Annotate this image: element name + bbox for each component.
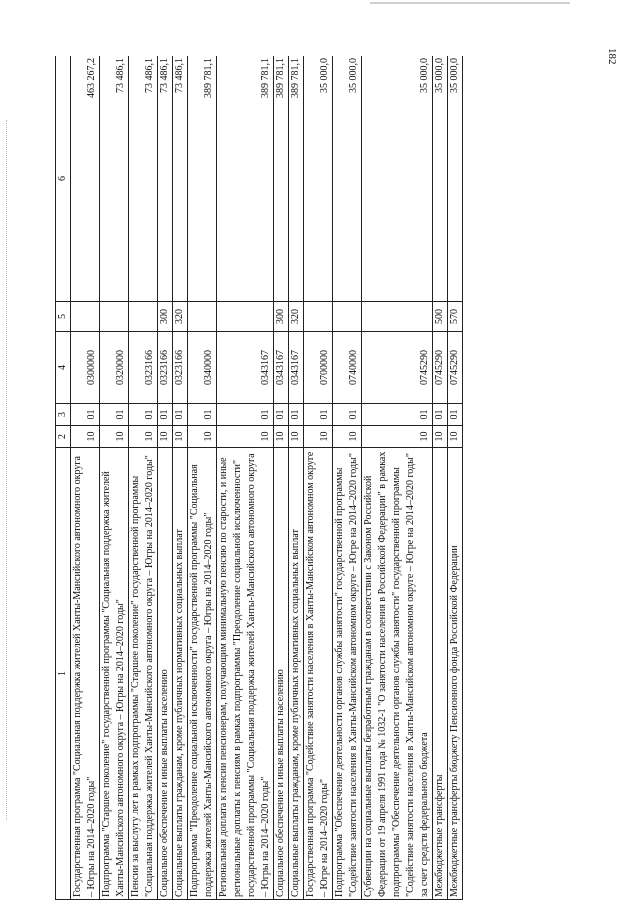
- row-section-code: 10: [129, 426, 158, 448]
- row-expense-type-code: 320: [173, 302, 188, 332]
- row-section-code: 10: [173, 426, 188, 448]
- page-number: 182: [606, 48, 618, 65]
- row-name: Социальное обеспечение и иные выплаты населению: [274, 448, 289, 900]
- row-subsection-code: 01: [100, 404, 129, 426]
- row-target-article-code: 0745290: [433, 332, 448, 404]
- row-amount: 35 000,0: [333, 56, 362, 302]
- row-amount: 73 486,1: [173, 56, 188, 302]
- row-amount: 73 486,1: [158, 56, 173, 302]
- row-subsection-code: 01: [188, 404, 217, 426]
- row-expense-type-code: [100, 302, 129, 332]
- row-expense-type-code: 320: [289, 302, 304, 332]
- row-target-article-code: 0343167: [274, 332, 289, 404]
- row-section-code: 10: [333, 426, 362, 448]
- row-amount: 389 781,1: [217, 56, 274, 302]
- row-section-code: 10: [71, 426, 100, 448]
- row-target-article-code: 0343167: [289, 332, 304, 404]
- row-name: Социальное обеспечение и иные выплаты населению: [158, 448, 173, 900]
- table-row: [173, 56, 188, 900]
- table-row: [333, 56, 362, 900]
- row-section-code: 10: [448, 426, 463, 448]
- row-section-code: 10: [304, 426, 333, 448]
- table-row: [100, 56, 129, 900]
- table-row: [274, 56, 289, 900]
- row-name: Межбюджетные трансферты бюджету Пенсионного фонда Российской Федерации: [448, 448, 463, 900]
- row-name: Государственная программа "Содействие занятости населения в Ханты-Мансийском автономном округе – Югре на 2014–2020 годы": [304, 448, 333, 900]
- row-amount: 389 781,1: [274, 56, 289, 302]
- column-header: 5: [56, 302, 71, 332]
- row-name: Подпрограмма "Обеспечение деятельности органов службы занятости" государственной программы "Содействие занятости населения в Ханты-Мансийском автономном округе – Югре на 2014–2020 годы": [333, 448, 362, 900]
- row-target-article-code: 0740000: [333, 332, 362, 404]
- column-header: 1: [56, 448, 71, 900]
- row-name: Пенсии за выслугу лет в рамках подпрограммы "Старшее поколение" государственной программы "Социальная поддержка жителей Ханты-Мансийского автономного округа – Югры на 2014–2020 годы": [129, 448, 158, 900]
- row-subsection-code: 01: [304, 404, 333, 426]
- row-target-article-code: 0323166: [173, 332, 188, 404]
- row-amount: 73 486,1: [129, 56, 158, 302]
- table-row: [304, 56, 333, 900]
- row-subsection-code: 01: [274, 404, 289, 426]
- row-target-article-code: 0340000: [188, 332, 217, 404]
- binding-edge-mark: [6, 120, 9, 820]
- table-row: [158, 56, 173, 900]
- row-name: Социальные выплаты гражданам, кроме публичных нормативных социальных выплат: [289, 448, 304, 900]
- row-expense-type-code: [129, 302, 158, 332]
- row-subsection-code: 01: [289, 404, 304, 426]
- budget-table: [55, 56, 463, 900]
- rotated-table-sheet: [55, 56, 610, 900]
- row-expense-type-code: 500: [433, 302, 448, 332]
- table-row: [448, 56, 463, 900]
- row-subsection-code: 01: [448, 404, 463, 426]
- row-subsection-code: 01: [129, 404, 158, 426]
- row-subsection-code: 01: [158, 404, 173, 426]
- row-expense-type-code: [304, 302, 333, 332]
- row-amount: 35 000,0: [362, 56, 433, 302]
- row-amount: 463 267,2: [71, 56, 100, 302]
- row-section-code: 10: [188, 426, 217, 448]
- row-subsection-code: 01: [217, 404, 274, 426]
- row-subsection-code: 01: [362, 404, 433, 426]
- scan-edge-mark: [370, 2, 570, 4]
- column-header: 4: [56, 332, 71, 404]
- row-expense-type-code: [188, 302, 217, 332]
- row-target-article-code: 0343167: [217, 332, 274, 404]
- row-name: Социальные выплаты гражданам, кроме публичных нормативных социальных выплат: [173, 448, 188, 900]
- row-section-code: 10: [362, 426, 433, 448]
- row-amount: 73 486,1: [100, 56, 129, 302]
- table-row: [129, 56, 158, 900]
- row-target-article-code: 0323166: [129, 332, 158, 404]
- row-section-code: 10: [433, 426, 448, 448]
- row-expense-type-code: 570: [448, 302, 463, 332]
- row-name: Подпрограмма "Преодоление социальной исключенности" государственной программы "Социальная поддержка жителей Ханты-Мансийского автономного округа – Югры на 2014–2020 годы": [188, 448, 217, 900]
- row-name: Государственная программа "Социальная поддержка жителей Ханты-Мансийского автономного округа – Югры на 2014–2020 годы": [71, 448, 100, 900]
- row-name: Межбюджетные трансферты: [433, 448, 448, 900]
- row-target-article-code: 0323166: [158, 332, 173, 404]
- row-subsection-code: 01: [71, 404, 100, 426]
- row-expense-type-code: [217, 302, 274, 332]
- row-expense-type-code: 300: [158, 302, 173, 332]
- row-target-article-code: 0745290: [448, 332, 463, 404]
- row-subsection-code: 01: [333, 404, 362, 426]
- row-target-article-code: 0745290: [362, 332, 433, 404]
- row-section-code: 10: [158, 426, 173, 448]
- row-expense-type-code: 300: [274, 302, 289, 332]
- row-amount: 35 000,0: [304, 56, 333, 302]
- row-target-article-code: 0320000: [100, 332, 129, 404]
- table-row: [362, 56, 433, 900]
- table-row: [433, 56, 448, 900]
- row-name: Региональная доплата к пенсии пенсионерам, получающим минимальную пенсию по старости, и иные региональные доплаты к пенсиям в рамках подпрограммы "Преодоление социальной исключенности" государственной программы "Социальная поддержка жителей Ханты-Мансийского автономного округа – Югры на 2014–2020 годы": [217, 448, 274, 900]
- row-subsection-code: 01: [173, 404, 188, 426]
- rotated-content: [55, 56, 610, 900]
- row-amount: 389 781,1: [188, 56, 217, 302]
- row-target-article-code: 0300000: [71, 332, 100, 404]
- column-header: 2: [56, 426, 71, 448]
- table-row: [188, 56, 217, 900]
- table-row: [71, 56, 100, 900]
- row-name: Подпрограмма "Старшее поколение" государственной программы "Социальная поддержка жителей Ханты-Мансийского автономного округа – Югры на 2014–2020 годы": [100, 448, 129, 900]
- row-amount: 35 000,0: [448, 56, 463, 302]
- row-target-article-code: 0700000: [304, 332, 333, 404]
- row-amount: 35 000,0: [433, 56, 448, 302]
- table-header-row: [56, 56, 71, 900]
- row-name: Субвенции на социальные выплаты безработным гражданам в соответствии с Законом Российской Федерации от 19 апреля 1991 года № 1032-1 "О занятости населения в Российской Федерации" в рамках подпрограммы "Обеспечение деятельности органов службы занятости" государственной программы "Содействие занятости населения в Ханты-Мансийском автономном округе – Югре на 2014–2020 годы" за счет средств федерального бюджета: [362, 448, 433, 900]
- row-expense-type-code: [362, 302, 433, 332]
- column-header: 3: [56, 404, 71, 426]
- column-header: 6: [56, 56, 71, 302]
- row-section-code: 10: [217, 426, 274, 448]
- row-expense-type-code: [333, 302, 362, 332]
- table-body: [71, 56, 463, 900]
- table-row: [289, 56, 304, 900]
- row-subsection-code: 01: [433, 404, 448, 426]
- row-section-code: 10: [289, 426, 304, 448]
- row-amount: 389 781,1: [289, 56, 304, 302]
- row-section-code: 10: [274, 426, 289, 448]
- row-expense-type-code: [71, 302, 100, 332]
- table-row: [217, 56, 274, 900]
- row-section-code: 10: [100, 426, 129, 448]
